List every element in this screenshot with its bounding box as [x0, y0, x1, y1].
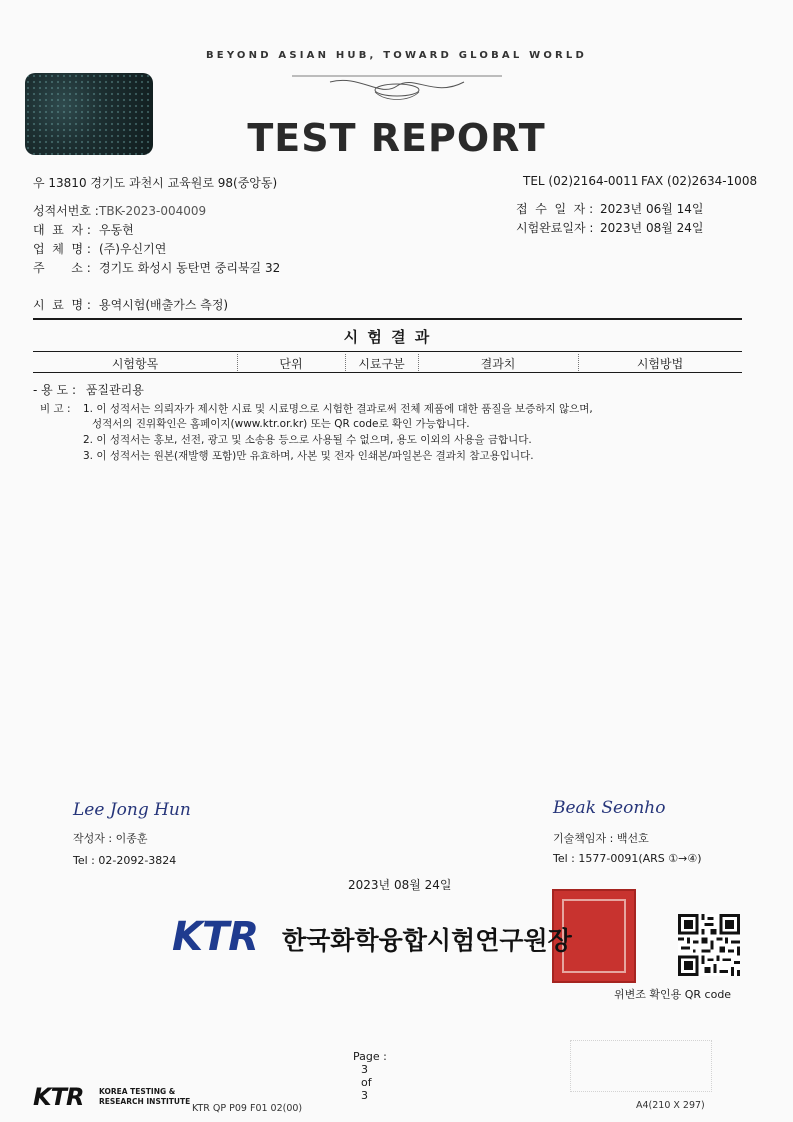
- manager-tel: Tel : 1577-0091(ARS ①→④): [553, 852, 702, 865]
- footer-name-line2: RESEARCH INSTITUTE: [99, 1097, 191, 1106]
- footer-paper-size: A4(210 X 297): [636, 1100, 705, 1111]
- representative-field: [33, 221, 134, 238]
- page-current: 3: [361, 1063, 368, 1076]
- page-label: Page :: [353, 1050, 387, 1063]
- report-number-field: [33, 202, 206, 219]
- usage-label: - 용 도 :: [33, 383, 77, 397]
- manager-role: 기술책임자 : 백선호: [553, 832, 649, 845]
- institute-fax: FAX (02)2634-1008: [641, 174, 758, 188]
- sample-label: 시 료 명 :: [33, 298, 91, 312]
- author-tel: Tel : 02-2092-3824: [73, 854, 177, 867]
- emboss-seal: [570, 1040, 712, 1092]
- company-label: 업 체 명 :: [33, 242, 91, 256]
- slogan: BEYOND ASIAN HUB, TOWARD GLOBAL WORLD: [205, 50, 587, 61]
- qr-code[interactable]: [678, 914, 740, 976]
- col-result: 결과치: [480, 357, 516, 371]
- copy-watermark: [40, 470, 740, 790]
- usage-field: [33, 381, 144, 398]
- results-top-rule: [33, 318, 742, 320]
- col-sample-type: 시료구분: [358, 357, 405, 371]
- completed-date-field: [516, 219, 703, 236]
- institute-address: 우 13810 경기도 과천시 교육원로 98(중앙동): [33, 176, 278, 190]
- remark-line: 성적서의 진위확인은 홈페이지(www.ktr.or.kr) 또는 QR code로 확인 가능합니다.: [92, 418, 470, 430]
- remarks-label: 비 고 :: [40, 403, 71, 415]
- received-date-label: 접 수 일 자 :: [516, 202, 594, 216]
- report-number-value: TBK-2023-004009: [99, 204, 207, 218]
- address-value: 경기도 화성시 동탄면 중리북길 32: [99, 261, 281, 275]
- remark-line: 3. 이 성적서는 원본(재발행 포함)만 유효하며, 사본 및 전자 인쇄본/파일본은 결과치 참고용입니다.: [83, 450, 534, 462]
- sample-value: 용역시험(배출가스 측정): [99, 298, 229, 312]
- footer-ktr-logo: KTR: [33, 1083, 84, 1111]
- author-signature: Lee Jong Hun: [73, 800, 191, 820]
- report-number-label: 성적서번호 :: [33, 204, 99, 218]
- company-field: [33, 240, 166, 257]
- footer-form-code: KTR QP P09 F01 02(00): [192, 1103, 303, 1114]
- received-date-field: [516, 200, 703, 217]
- report-title: TEST REPORT: [247, 116, 546, 160]
- institute-tel: TEL (02)2164-0011: [523, 174, 639, 188]
- institute-head-title: 한국화학융합시험연구원장: [282, 926, 572, 955]
- ktr-logo: KTR: [172, 914, 259, 960]
- author-role: 작성자 : 이종훈: [73, 832, 148, 845]
- representative-label: 대 표 자 :: [33, 223, 91, 237]
- col-method: 시험방법: [636, 357, 684, 371]
- company-value: (주)우신기연: [99, 242, 167, 256]
- results-table-header: [33, 354, 742, 371]
- usage-value: 품질관리용: [85, 383, 144, 397]
- issue-date: 2023년 08월 24일: [348, 878, 452, 892]
- results-header-bottom-rule: [33, 372, 742, 373]
- qr-caption: 위변조 확인용 QR code: [614, 988, 732, 1001]
- page-indicator: [346, 1037, 387, 1102]
- footer-name-line1: KOREA TESTING &: [99, 1087, 176, 1096]
- address-field: [33, 259, 280, 276]
- sample-field: [33, 296, 228, 313]
- remark-line: 1. 이 성적서는 의뢰자가 제시한 시료 및 시료명으로 시험한 결과로써 전체 제품에 대한 품질을 보증하지 않으며,: [83, 403, 593, 415]
- completed-date-value: 2023년 08월 24일: [600, 221, 704, 235]
- page-of: of: [361, 1076, 372, 1089]
- results-header-top-rule: [33, 351, 742, 352]
- representative-value: 우동현: [99, 223, 134, 237]
- page-total: 3: [361, 1089, 368, 1102]
- completed-date-label: 시험완료일자 :: [516, 221, 594, 235]
- received-date-value: 2023년 06월 14일: [600, 202, 704, 216]
- manager-signature: Beak Seonho: [553, 798, 666, 818]
- results-heading: 시 험 결 과: [343, 328, 432, 346]
- address-label: 주 소 :: [33, 261, 91, 275]
- ornament-flourish: [290, 64, 504, 104]
- remark-line: 2. 이 성적서는 홍보, 선전, 광고 및 소송용 등으로 사용될 수 없으며, 용도 이외의 사용을 금합니다.: [83, 434, 532, 446]
- col-test-item: 시험항목: [111, 357, 159, 371]
- footer-institute-name: [99, 1087, 190, 1107]
- col-unit: 단위: [279, 357, 303, 371]
